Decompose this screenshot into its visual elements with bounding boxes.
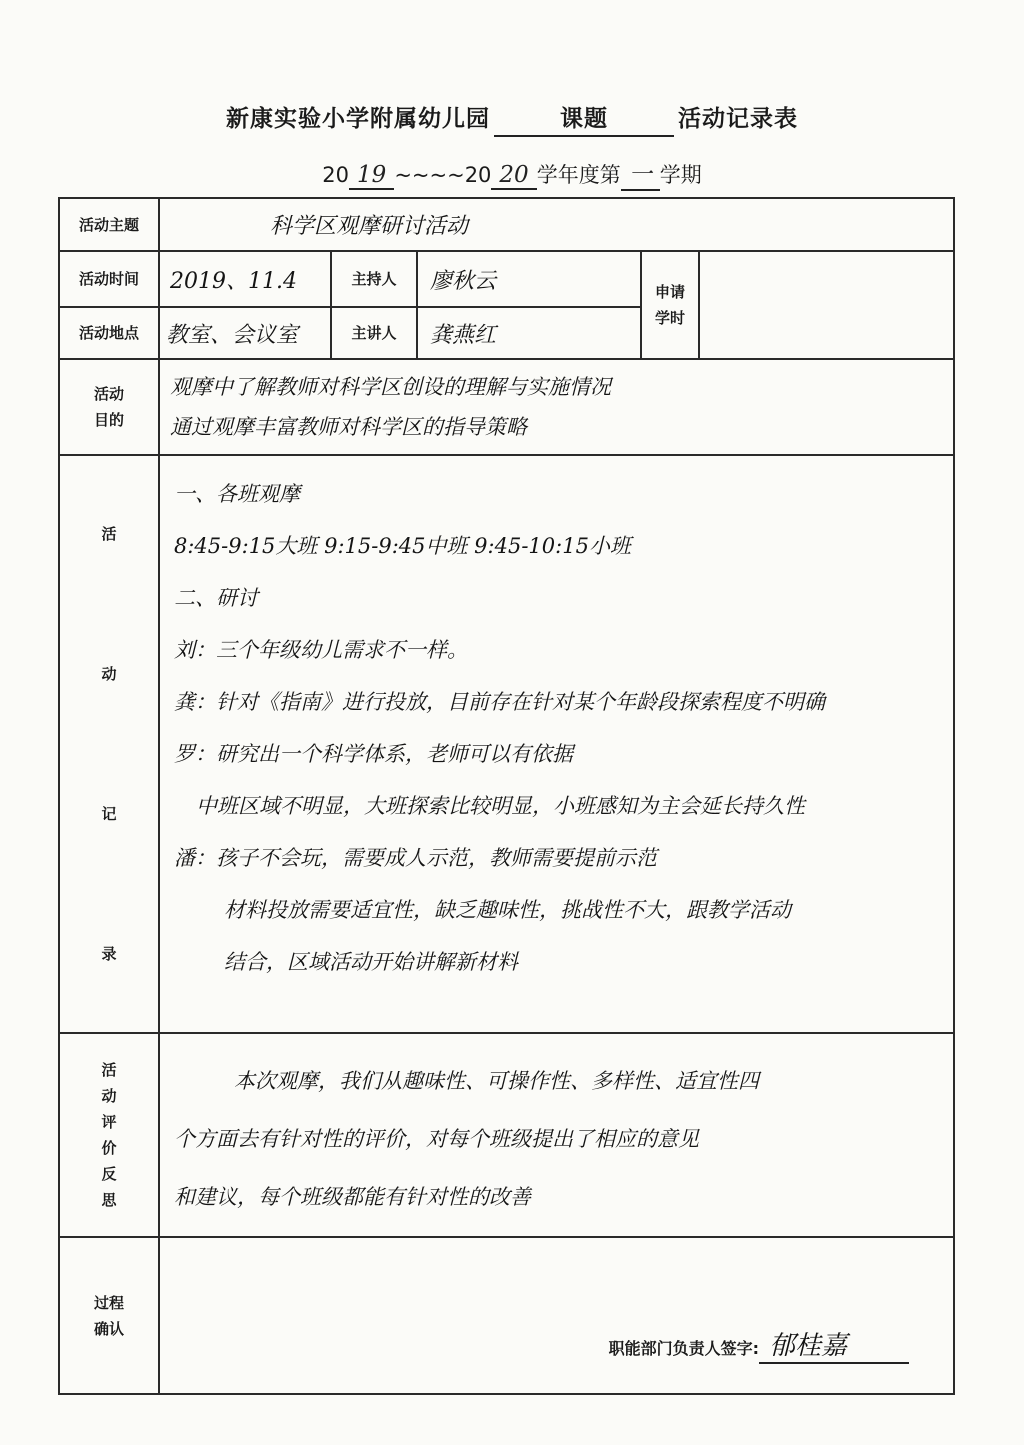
theme-row	[59, 198, 954, 251]
signature-value: 郁桂嘉	[759, 1325, 909, 1364]
record-line: 材料投放需要适宜性，缺乏趣味性，挑战性不大，跟教学活动	[224, 898, 791, 922]
evaluation-label	[59, 1033, 159, 1237]
purpose-cell	[159, 359, 954, 455]
eval-label-char-3: 评	[101, 1113, 117, 1131]
year-prefix: 20	[322, 163, 350, 187]
record-label-char-2: 动	[101, 665, 117, 683]
record-cell	[159, 455, 954, 1033]
speaker-value: 龚燕红	[430, 322, 497, 348]
record-line: 罗：研究出一个科学体系，老师可以有依据	[174, 742, 573, 766]
theme-label: 活动主题	[59, 198, 159, 251]
record-line: 8:45-9:15大班 9:15-9:45中班 9:45-10:15小班	[174, 534, 631, 558]
year-separator: ~~~~20	[394, 163, 492, 187]
record-line: 刘：三个年级幼儿需求不一样。	[174, 638, 468, 662]
term-suffix: 学期	[659, 163, 702, 187]
form-name: 活动记录表	[678, 106, 798, 132]
host-value: 廖秋云	[430, 268, 497, 294]
time-value: 2019、11.4	[170, 268, 297, 294]
eval-label-char-1: 活	[101, 1061, 117, 1079]
eval-label-char-6: 思	[101, 1191, 117, 1209]
year-suffix: 学年度第	[536, 163, 621, 187]
time-cell	[159, 251, 331, 307]
evaluation-line: 和建议，每个班级都能有针对性的改善	[174, 1185, 531, 1209]
form-title	[0, 100, 1024, 137]
record-row	[59, 455, 954, 1033]
confirm-row	[59, 1237, 954, 1394]
record-line: 龚：针对《指南》进行投放，目前存在针对某个年龄段探索程度不明确	[174, 690, 825, 714]
purpose-label	[59, 359, 159, 455]
record-label-char-4: 录	[101, 945, 117, 963]
record-line: 中班区域不明显，大班探索比较明显，小班感知为主会延长持久性	[196, 794, 805, 818]
record-label-char-1: 活	[101, 525, 117, 543]
eval-label-char-5: 反	[101, 1165, 117, 1183]
apply-hours-cell	[699, 251, 954, 359]
speaker-cell	[417, 307, 641, 359]
apply-hours-label: 申请学时	[641, 251, 699, 359]
location-value: 教室、会议室	[166, 322, 299, 348]
year-end: 20	[491, 162, 536, 190]
host-cell	[417, 251, 641, 307]
confirm-label-2: 确认	[93, 1319, 124, 1338]
purpose-label-2: 目的	[93, 411, 124, 429]
evaluation-cell	[159, 1033, 954, 1237]
signature-row	[609, 1325, 909, 1364]
eval-label-char-2: 动	[101, 1087, 117, 1105]
term-number: 一	[621, 156, 660, 191]
year-start: 19	[349, 162, 394, 190]
topic-label: 课题	[494, 100, 674, 137]
time-row	[59, 251, 954, 307]
purpose-row	[59, 359, 954, 455]
evaluation-row	[59, 1033, 954, 1237]
speaker-label: 主讲人	[331, 307, 417, 359]
record-line: 一、各班观摩	[174, 482, 300, 506]
evaluation-line: 本次观摩，我们从趣味性、可操作性、多样性、适宜性四	[234, 1069, 759, 1093]
record-line: 二、研讨	[174, 586, 258, 610]
location-label: 活动地点	[59, 307, 159, 359]
school-name: 新康实验小学附属幼儿园	[226, 106, 490, 132]
eval-label-char-4: 价	[101, 1139, 117, 1157]
semester-line	[0, 156, 1024, 191]
confirm-label	[59, 1237, 159, 1394]
theme-value: 科学区观摩研讨活动	[270, 214, 469, 239]
purpose-line-2: 通过观摩丰富教师对科学区的指导策略	[170, 415, 527, 439]
time-label: 活动时间	[59, 251, 159, 307]
record-label-char-3: 记	[101, 805, 117, 823]
purpose-line-1: 观摩中了解教师对科学区创设的理解与实施情况	[170, 375, 611, 399]
purpose-label-1: 活动	[93, 385, 124, 403]
record-label	[59, 455, 159, 1033]
host-label: 主持人	[331, 251, 417, 307]
location-cell	[159, 307, 331, 359]
record-line: 结合，区域活动开始讲解新材料	[224, 950, 518, 974]
evaluation-line: 个方面去有针对性的评价，对每个班级提出了相应的意见	[174, 1127, 699, 1151]
signature-label: 职能部门负责人签字:	[608, 1339, 760, 1358]
confirm-label-1: 过程	[93, 1293, 124, 1312]
confirm-cell	[159, 1237, 954, 1394]
record-table	[58, 197, 955, 1395]
theme-cell	[159, 198, 954, 251]
record-line: 潘：孩子不会玩，需要成人示范，教师需要提前示范	[174, 846, 657, 870]
